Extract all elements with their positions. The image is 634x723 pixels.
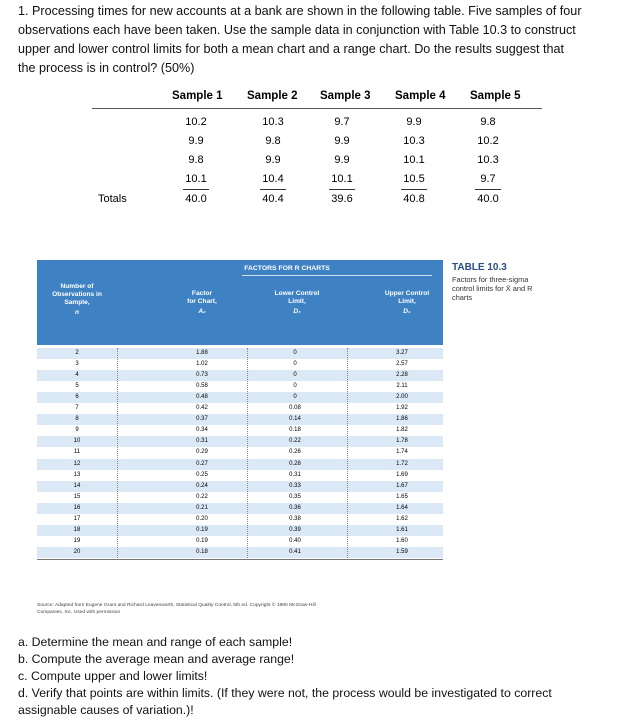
factor-cell: 1.74 (396, 449, 408, 456)
factor-cell: 0.19 (196, 537, 208, 544)
factor-cell: 0 (293, 350, 297, 356)
part-a: a. Determine the mean and range of each sample! (18, 635, 293, 649)
factor-cell: 0.58 (196, 383, 208, 390)
factor-cell: 11 (73, 449, 81, 456)
col-header-d3 (257, 290, 337, 316)
factor-cell: 0.20 (196, 515, 208, 522)
question-line: the process is in control? (50%) (18, 61, 195, 75)
factor-cell: 1.88 (196, 350, 208, 356)
factor-cell: 17 (73, 515, 81, 522)
col-header-d4 (367, 290, 447, 316)
total-cell: 40.8 (403, 193, 425, 205)
caption-rule (242, 275, 432, 276)
col-header-n-line: Observations in (52, 291, 102, 298)
factor-cell: 20 (73, 548, 81, 555)
factor-cell: 0.22 (289, 438, 301, 445)
factor-cell: 4 (75, 372, 79, 379)
factor-cell: 0 (293, 372, 297, 379)
factor-cell: 0.42 (196, 405, 208, 412)
sample-header: Sample 4 (395, 90, 446, 102)
table-10-3-desc-line: control limits for X̄ and R (452, 284, 533, 293)
col-header-d4-line: Limit, (398, 298, 416, 305)
totals-label: Totals (98, 193, 127, 205)
sample-cell: 10.5 (403, 173, 425, 185)
factor-cell: 0.38 (289, 515, 301, 522)
factor-cell: 2.00 (396, 394, 408, 401)
factor-cell: 0.31 (196, 438, 208, 445)
sample-cell: 10.1 (403, 154, 425, 166)
col-header-n-sym: n (74, 309, 80, 316)
sample-cell: 9.9 (334, 154, 350, 166)
col-header-a2-sym: A₂ (198, 308, 206, 315)
factor-cell: 0.18 (196, 548, 208, 555)
sample-cell: 10.1 (185, 173, 207, 185)
sample-cell: 9.7 (334, 116, 350, 128)
factor-cell: 1.86 (396, 416, 408, 423)
factor-cell: 0.33 (289, 482, 301, 489)
factor-cell: 2 (75, 350, 79, 356)
sample-cell: 10.2 (477, 135, 499, 147)
factor-cell: 0.41 (289, 548, 301, 555)
factor-cell: 2.57 (396, 361, 408, 368)
factor-cell: 1.59 (396, 548, 408, 555)
factor-cell: 1.69 (396, 471, 408, 478)
factor-cell: 2.28 (396, 372, 408, 379)
column-divider (247, 348, 248, 558)
column-divider (347, 348, 348, 558)
col-header-d3-line: Lower Control (274, 290, 320, 297)
col-header-a2 (162, 290, 242, 316)
table-10-3-description (452, 275, 582, 302)
factor-cell: 19 (73, 537, 81, 544)
factor-cell: 16 (73, 504, 81, 511)
part-d-cont: assignable causes of variation.)! (18, 703, 194, 717)
part-b: b. Compute the average mean and average range! (18, 652, 295, 666)
factor-cell: 9 (75, 427, 79, 434)
sample-cell: 9.7 (480, 173, 496, 185)
sample-cell: 10.3 (403, 135, 425, 147)
question-line: 1. Processing times for new accounts at a bank are shown in the following table. Five samples of four (18, 4, 582, 18)
source-note (37, 602, 316, 616)
part-d: d. Verify that points are within limits. (If they were not, the process would be investigated to correct (18, 686, 552, 700)
factor-cell: 0 (293, 394, 297, 401)
factor-cell: 0.08 (289, 405, 301, 412)
factor-cell: 5 (75, 383, 79, 390)
source-line: Source: Adapted from Eugene Grant and Richard Leavenworth, Statistical Quality Control, 5th ed. Copyright © 1980 McGraw-Hill (37, 603, 316, 608)
sample-header: Sample 1 (172, 90, 223, 102)
total-underline (401, 189, 427, 190)
factor-cell: 12 (73, 460, 81, 467)
col-header-n (37, 283, 117, 317)
col-header-n-line: Sample, (64, 299, 90, 306)
col-header-d4-sym: D₄ (403, 308, 411, 315)
question-text (18, 2, 618, 78)
factor-cell: 1.60 (396, 537, 408, 544)
factor-cell: 0.48 (196, 394, 208, 401)
factor-cell: 6 (75, 394, 79, 401)
column-divider (117, 348, 118, 558)
table-10-3-title: TABLE 10.3 (452, 262, 507, 273)
total-underline (260, 189, 286, 190)
factor-cell: 8 (75, 416, 79, 423)
factor-cell: 0.36 (289, 504, 301, 511)
sample-cell: 9.9 (188, 135, 204, 147)
factor-cell: 0.73 (196, 372, 208, 379)
factor-cell: 1.65 (396, 493, 408, 500)
table-bottom-rule (37, 559, 443, 560)
factor-cell: 0.27 (196, 460, 208, 467)
sample-cell: 10.3 (262, 116, 284, 128)
factors-caption: FACTORS FOR R CHARTS (244, 265, 330, 272)
question-line: upper and lower control limits for both a mean chart and a range chart. Do the results suggest that (18, 42, 565, 56)
factor-cell: 1.61 (396, 526, 408, 533)
factor-cell: 0.24 (196, 482, 208, 489)
table-10-3-label (452, 262, 582, 302)
factor-cell: 0.18 (289, 427, 301, 434)
total-cell: 40.4 (262, 193, 284, 205)
sample-header: Sample 2 (247, 90, 298, 102)
table-10-3-desc-line: Factors for three-sigma (452, 275, 529, 284)
factors-table (37, 260, 443, 595)
factor-cell: 14 (73, 482, 81, 489)
col-header-a2-line: for Chart, (187, 298, 217, 305)
factors-table-header (37, 260, 443, 345)
col-header-n-line: Number of (60, 283, 94, 290)
factor-cell: 1.62 (396, 515, 408, 522)
factor-cell: 10 (73, 438, 81, 445)
factor-cell: 0.19 (196, 526, 208, 533)
factor-cell: 1.72 (396, 460, 408, 467)
factor-cell: 0.29 (196, 449, 208, 456)
factor-cell: 1.64 (396, 504, 408, 511)
sample-cell: 9.8 (265, 135, 281, 147)
col-header-d3-line: Limit, (288, 298, 306, 305)
col-header-d3-sym: D₃ (293, 308, 301, 315)
col-header-d4-line: Upper Control (384, 290, 430, 297)
factor-cell: 0.26 (289, 449, 301, 456)
sample-header: Sample 5 (470, 90, 521, 102)
factor-cell: 0.31 (289, 471, 301, 478)
factor-cell: 15 (73, 493, 81, 500)
factor-cell: 13 (73, 471, 81, 478)
col-header-a2-line: Factor (191, 290, 213, 297)
sample-cell: 10.3 (477, 154, 499, 166)
question-line: observations each have been taken. Use the sample data in conjunction with Table 10.3 to construct (18, 23, 576, 37)
header-rule (92, 108, 542, 109)
total-cell: 40.0 (185, 193, 207, 205)
factor-cell: 0.28 (289, 460, 301, 467)
total-cell: 39.6 (331, 193, 353, 205)
sample-cell: 9.8 (480, 116, 496, 128)
factor-cell: 3 (75, 361, 79, 368)
factor-cell: 0.14 (289, 416, 301, 423)
sample-cell: 9.9 (265, 154, 281, 166)
factor-cell: 0.35 (289, 493, 301, 500)
sample-cell: 9.8 (188, 154, 204, 166)
sample-cell: 10.1 (331, 173, 353, 185)
question-parts (18, 634, 628, 719)
factor-cell: 18 (73, 526, 81, 533)
total-underline (183, 189, 209, 190)
factor-cell: 0.21 (196, 504, 208, 511)
factor-cell: 1.78 (396, 438, 408, 445)
factor-cell: 0.34 (196, 427, 208, 434)
factor-cell: 1.67 (396, 482, 408, 489)
part-c: c. Compute upper and lower limits! (18, 669, 208, 683)
total-cell: 40.0 (477, 193, 499, 205)
sample-cell: 9.9 (406, 116, 422, 128)
factor-cell: 2.11 (396, 383, 408, 390)
factor-cell: 0 (293, 361, 297, 368)
factor-cell: 0.40 (289, 537, 301, 544)
factor-cell: 0 (293, 383, 297, 390)
sample-header: Sample 3 (320, 90, 371, 102)
factor-cell: 0.39 (289, 526, 301, 533)
source-line: Companies, Inc. Used with permission (37, 610, 121, 615)
factor-cell: 1.02 (196, 361, 208, 368)
factor-cell: 0.37 (196, 416, 208, 423)
total-underline (475, 189, 501, 190)
factor-cell: 0.25 (196, 471, 208, 478)
table-10-3-desc-line: charts (452, 293, 473, 302)
factor-cell: 1.82 (396, 427, 408, 434)
factor-cell: 0.22 (196, 493, 208, 500)
factor-cell: 1.92 (396, 405, 408, 412)
factor-cell: 7 (75, 405, 79, 412)
sample-cell: 10.2 (185, 116, 207, 128)
factor-cell: 3.27 (396, 350, 408, 356)
sample-cell: 9.9 (334, 135, 350, 147)
total-underline (329, 189, 355, 190)
sample-cell: 10.4 (262, 173, 284, 185)
